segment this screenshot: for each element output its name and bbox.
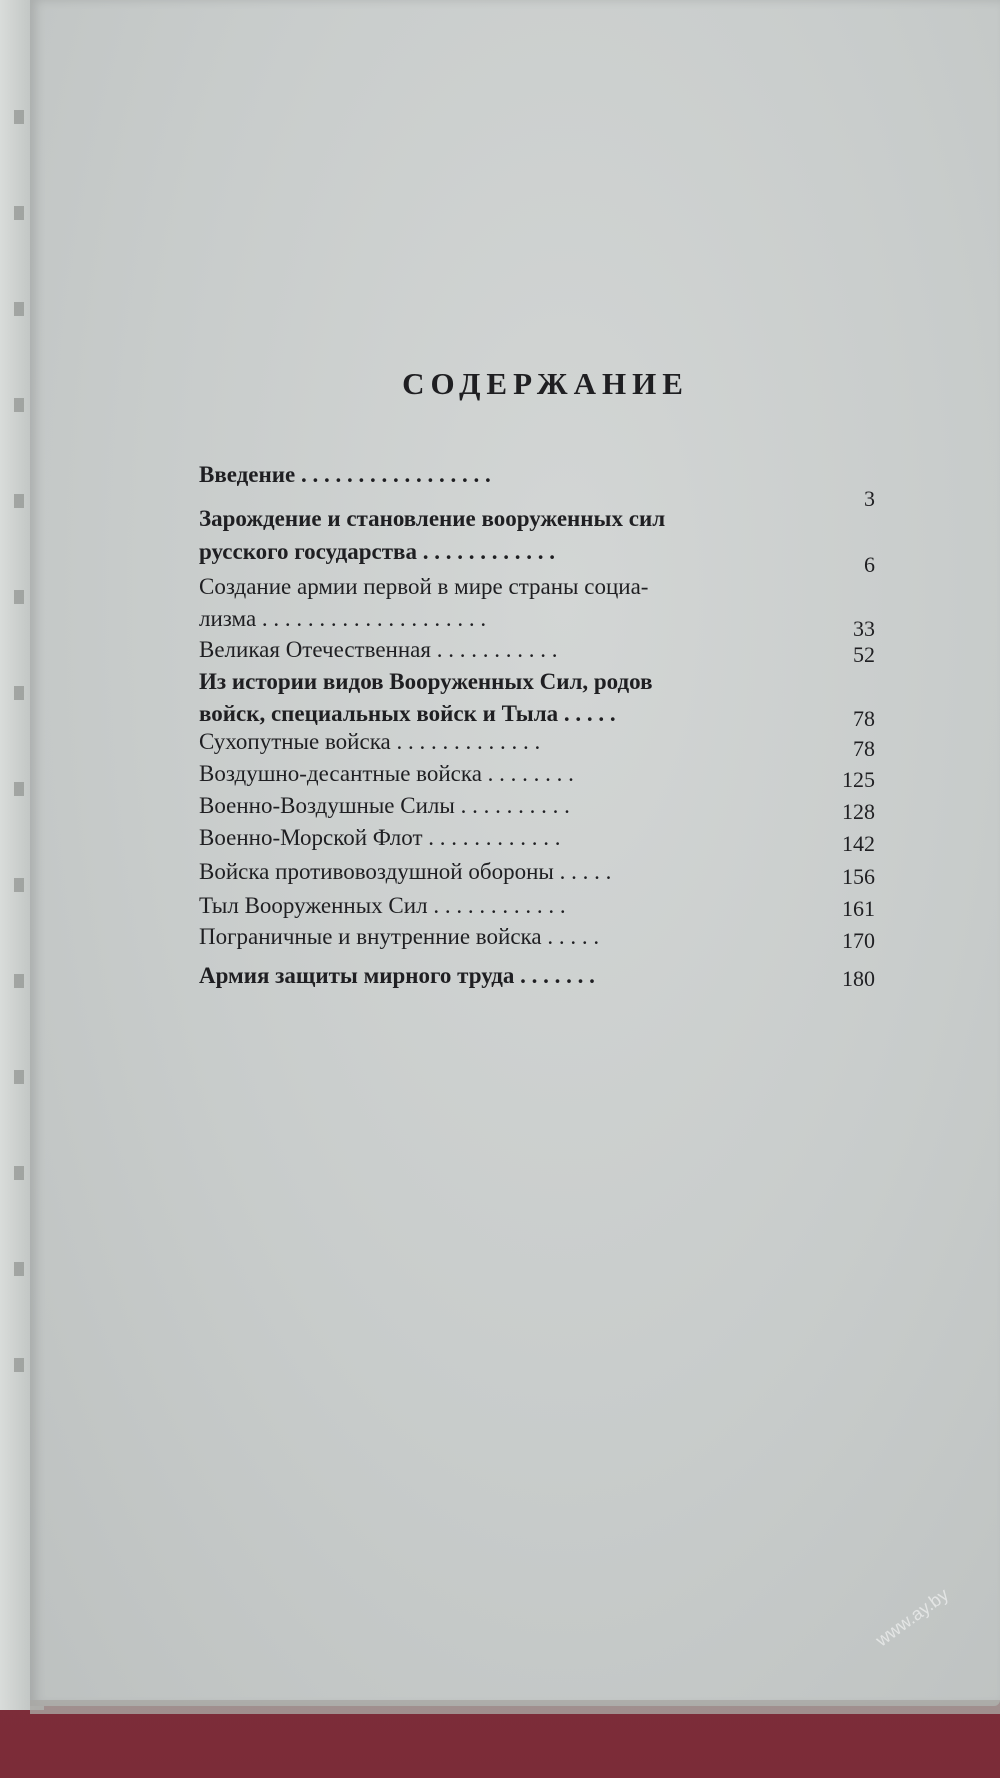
- toc-entry-text: русского государства . . . . . . . . . . . .: [199, 539, 555, 564]
- toc-entry-text: Армия защиты мирного труда . . . . . . .: [199, 963, 595, 988]
- toc-entry-page: 156: [842, 864, 875, 889]
- toc-title: СОДЕРЖАНИЕ: [402, 366, 689, 401]
- toc-entry-text: войск, специальных войск и Тыла . . . . .: [199, 701, 616, 726]
- toc-entry-page: 6: [864, 552, 875, 577]
- toc-entry-page: 78: [853, 736, 875, 761]
- toc-entry-text: Военно-Воздушные Силы . . . . . . . . . .: [199, 793, 570, 818]
- toc-entry-text: Войска противовоздушной обороны . . . . .: [199, 859, 612, 884]
- toc-entry-text: Воздушно-десантные войска . . . . . . . .: [199, 761, 574, 786]
- toc-entry-page: 161: [842, 896, 875, 921]
- toc-entry-page: 33: [853, 616, 875, 641]
- toc-entry-page: 52: [853, 642, 875, 667]
- toc-entry-text: Зарождение и становление вооруженных сил: [199, 506, 666, 531]
- toc-entry-text: лизма . . . . . . . . . . . . . . . . . . . .: [199, 606, 487, 631]
- toc-entry-text: Пограничные и внутренние войска . . . . .: [199, 924, 600, 949]
- toc-entry-page: 170: [842, 928, 875, 953]
- toc-entry-text: Создание армии первой в мире страны социа-: [199, 574, 649, 599]
- toc-entry-page: 128: [842, 799, 875, 824]
- toc-entry-text: Великая Отечественная . . . . . . . . . . .: [199, 637, 558, 662]
- toc-entry-text: Сухопутные войска . . . . . . . . . . . . .: [199, 729, 541, 754]
- toc-entry-text: Введение . . . . . . . . . . . . . . . . .: [199, 462, 491, 487]
- toc-entry-page: 3: [864, 486, 875, 511]
- toc-entry-text: Тыл Вооруженных Сил . . . . . . . . . . . .: [199, 893, 566, 918]
- toc-entry-page: 142: [842, 831, 875, 856]
- toc-entry-page: 180: [842, 966, 875, 991]
- toc-entry-text: Из истории видов Вооруженных Сил, родов: [199, 669, 653, 694]
- toc-entry-page: 78: [853, 706, 875, 731]
- toc-entry-page: 125: [842, 767, 875, 792]
- watermark: www.ay.by: [872, 1584, 953, 1651]
- toc-entry-text: Военно-Морской Флот . . . . . . . . . . . .: [199, 825, 561, 850]
